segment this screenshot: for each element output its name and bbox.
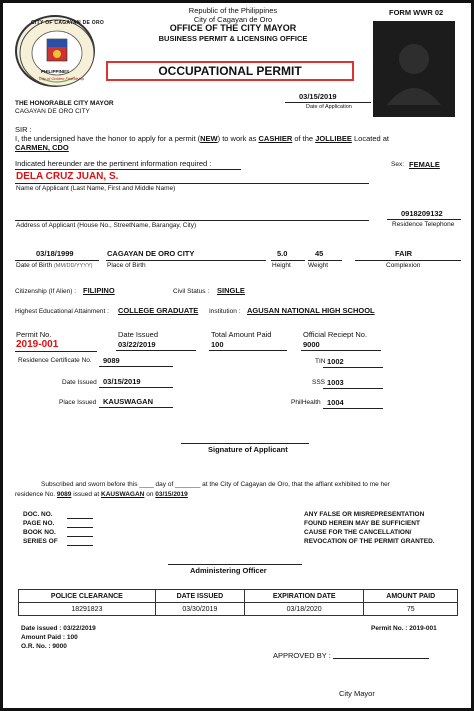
civil-status-value: SINGLE (217, 286, 245, 295)
page-no-label: PAGE NO. (23, 520, 55, 527)
seal-bottom-text: PHILIPPINES (41, 69, 70, 74)
citizenship-value: FILIPINO (83, 286, 115, 295)
company: JOLLIBEE (315, 134, 352, 143)
work-location: CARMEN, CDO (15, 143, 69, 152)
weight-label: Weight (308, 262, 329, 269)
seal-top-text: CITY OF CAGAYAN DE ORO (31, 20, 105, 26)
application-date: 03/15/2019 (299, 92, 337, 101)
oath-date: 03/15/2019 (155, 491, 188, 498)
education-value: COLLEGE GRADUATE (118, 306, 199, 315)
office-name: OFFICE OF THE CITY MAYOR (169, 23, 297, 33)
footer-date-issued: Date issued : 03/22/2019 (21, 625, 96, 632)
education-label: Highest Educational Attainment : (15, 308, 109, 315)
applicant-photo (373, 21, 455, 117)
dob-value: 03/18/1999 (36, 249, 74, 258)
receipt-label: Official Reciept No. (303, 330, 368, 339)
application-type: NEW (200, 134, 218, 143)
permit-title: OCCUPATIONAL PERMIT (106, 61, 354, 81)
form-number: FORM WWR 02 (389, 8, 444, 17)
oath-line2: residence No. 9089 issued at KAUSWAGAN on 03/15/2019 (15, 491, 188, 498)
signature-label: Signature of Applicant (208, 445, 288, 454)
approved-by-label: APPROVED BY : (273, 651, 331, 660)
amount-paid-value: 75 (364, 603, 458, 616)
col-date-issued: DATE ISSUED (155, 590, 244, 603)
sss-value: 1003 (327, 378, 344, 387)
country-name: Republic of the Philippines (188, 6, 278, 15)
receipt-value: 9000 (303, 340, 320, 349)
dob-label: Date of Birth (MM/DD/YYYY) (16, 262, 93, 269)
position: CASHIER (258, 134, 293, 143)
permit-no-value: 2019-001 (16, 339, 59, 350)
sex-label: Sex: (391, 161, 405, 168)
footer-or-no: O.R. No. : 9000 (21, 643, 67, 650)
oath-res-no: 9089 (56, 491, 72, 498)
telephone-value: 0918209132 (401, 209, 443, 218)
permit-date-issued-value: 03/22/2019 (118, 340, 156, 349)
address-label: Address of Applicant (House No., StreetName, Barangay, City) (16, 222, 197, 229)
warning-line2: FOUND HEREIN MAY BE SUFFICIENT (304, 520, 420, 527)
cert-date-value: 03/15/2019 (103, 377, 141, 386)
place-issued-value: KAUSWAGAN (103, 397, 153, 406)
oath-line1: Subscribed and sworn before this ____ day of _______ at the City of Cagayan de Oro, that the affiant exhibited to me her (41, 481, 390, 488)
police-clearance-value: 18291823 (19, 603, 156, 616)
citizenship-label: Citizenship (If Alien) : (15, 288, 77, 295)
table-header-row (19, 590, 458, 603)
sss-label: SSS (312, 379, 326, 386)
city-mayor-label: City Mayor (339, 689, 375, 698)
intro-sentence: I, the undersigned have the honor to apply for a permit (NEW) to work as CASHIER of the JOLLIBEE Located at (15, 134, 390, 143)
pob-value: CAGAYAN DE ORO CITY (107, 249, 195, 258)
warning-line4: REVOCATION OF THE PERMIT GRANTED. (304, 538, 435, 545)
res-cert-label: Residence Certificate No. (18, 357, 92, 364)
telephone-label: Residence Telephone (392, 221, 455, 228)
institution-value: AGUSAN NATIONAL HIGH SCHOOL (247, 306, 375, 315)
complexion-value: FAIR (395, 249, 413, 258)
expiration-date-value: 03/18/2020 (244, 603, 364, 616)
doc-no-label: DOC. NO. (23, 511, 53, 518)
footer-permit-no: Permit No. : 2019-001 (371, 625, 437, 632)
total-amount-value: 100 (211, 340, 224, 349)
place-issued-label: Place Issued (59, 399, 97, 406)
col-expiration-date: EXPIRATION DATE (244, 590, 364, 603)
book-no-label: BOOK NO. (23, 529, 56, 536)
clearance-table (18, 589, 458, 616)
col-police-clearance: POLICE CLEARANCE (19, 590, 156, 603)
applicant-name: DELA CRUZ JUAN, S. (16, 171, 119, 182)
city-seal (15, 15, 105, 87)
tin-value: 1002 (327, 357, 344, 366)
height-label: Height (272, 262, 291, 269)
addressee-line1: THE HONORABLE CITY MAYOR (15, 100, 114, 107)
civil-status-label: Civil Status : (173, 288, 210, 295)
total-amount-label: Total Amount Paid (211, 330, 272, 339)
res-cert-value: 9089 (103, 356, 120, 365)
permit-no-label: Permit No. (16, 330, 52, 339)
administering-officer-label: Administering Officer (190, 566, 267, 575)
person-silhouette-icon (373, 21, 455, 117)
series-of-label: SERIES OF (23, 538, 58, 545)
sex-value: FEMALE (409, 160, 440, 169)
info-note: Indicated hereunder are the pertinent information required : (15, 159, 212, 168)
philhealth-label: PhilHealth (291, 399, 321, 406)
complexion-label: Complexion (386, 262, 421, 269)
addressee-line2: CAGAYAN DE ORO CITY (15, 108, 90, 115)
clearance-date-issued-value: 03/30/2019 (155, 603, 244, 616)
cert-date-label: Date Issued (62, 379, 97, 386)
footer-amount-paid: Amount Paid : 100 (21, 634, 78, 641)
permit-date-issued-label: Date Issued (118, 330, 159, 339)
institution-label: Institution : (209, 308, 241, 315)
city-name: City of Cagayan de Oro (193, 15, 273, 24)
table-row (19, 603, 458, 616)
pob-label: Place of Birth (107, 262, 146, 269)
warning-line3: CAUSE FOR THE CANCELLATION/ (304, 529, 412, 536)
philhealth-value: 1004 (327, 398, 344, 407)
division-name: BUSINESS PERMIT & LICENSING OFFICE (158, 34, 308, 43)
tin-label: TIN (315, 358, 326, 365)
height-value: 5.0 (277, 249, 288, 258)
seal-motto: City of Golden Friendship (39, 76, 85, 81)
weight-value: 45 (315, 249, 324, 258)
applicant-name-label: Name of Applicant (Last Name, First and Middle Name) (16, 185, 176, 192)
warning-line1: ANY FALSE OR MISREPRESENTATION (304, 511, 425, 518)
application-date-label: Date of Application (306, 104, 352, 110)
oath-place: KAUSWAGAN (101, 491, 145, 498)
salutation: SIR : (15, 125, 32, 134)
col-amount-paid: AMOUNT PAID (364, 590, 458, 603)
